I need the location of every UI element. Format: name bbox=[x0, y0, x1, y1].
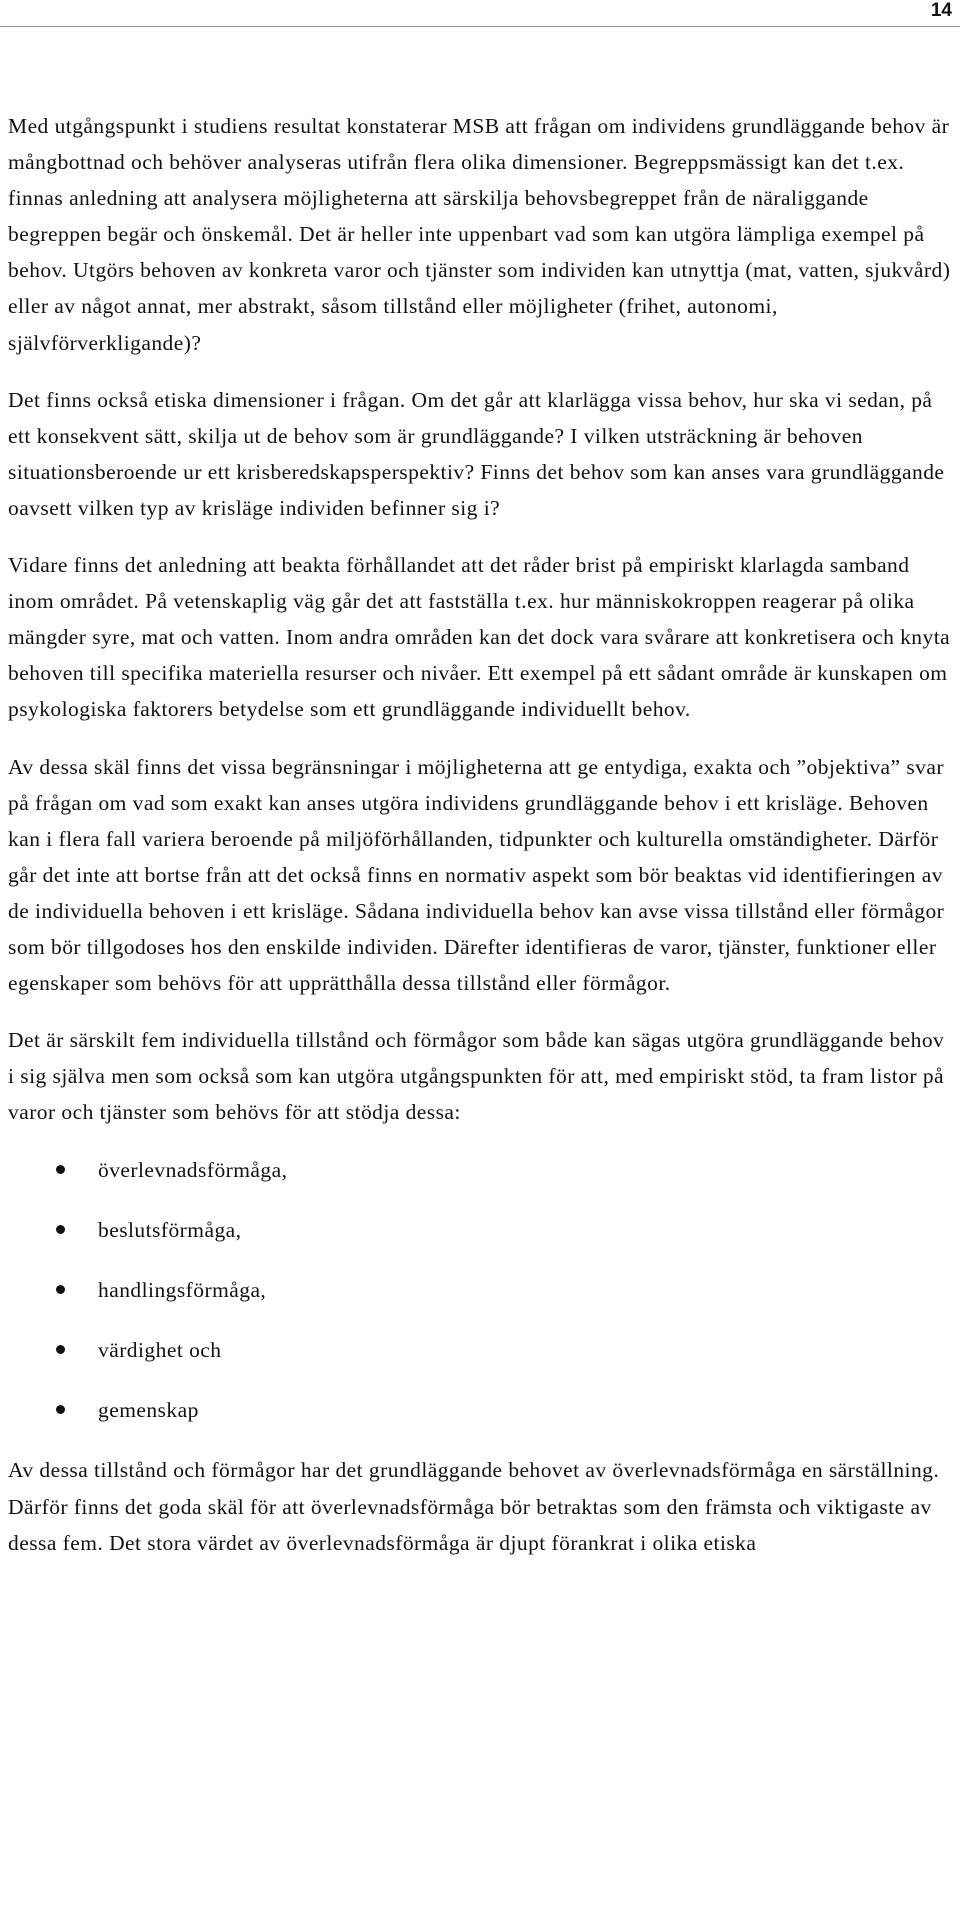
bullet-icon bbox=[56, 1225, 65, 1234]
paragraph-1: Med utgångspunkt i studiens resultat konstaterar MSB att frågan om individens grundläggande behov är mångbottnad och behöver analyseras utifrån flera olika dimensioner. Begreppsmässigt kan det t.ex. finnas anledning att analysera möjligheterna att särskilja behovsbegreppet från de näraliggande begreppen begär och önskemål. Det är heller inte uppenbart vad som kan utgöra lämpliga exempel på behov. Utgörs behoven av konkreta varor och tjänster som individen kan utnyttja (mat, vatten, sjukvård) eller av något annat, mer abstrakt, såsom tillstånd eller möjligheter (frihet, autonomi, självförverkligande)? bbox=[8, 114, 951, 355]
list-item-label: beslutsförmåga, bbox=[98, 1218, 242, 1243]
list-item-label: värdighet och bbox=[98, 1338, 222, 1363]
bullet-icon bbox=[56, 1345, 65, 1354]
paragraph-3: Vidare finns det anledning att beakta förhållandet att det råder brist på empiriskt klarlagda samband inom området. På vetenskaplig väg går det att fastställa t.ex. hur människokroppen reagerar på olika mängder syre, mat och vatten. Inom andra områden kan det dock vara svårare att konkretisera och knyta behoven till specifika materiella resurser och nivåer. Ett exempel på ett sådant område är kunskapen om psykologiska faktorers betydelse som ett grundläggande individuellt behov. bbox=[8, 553, 951, 722]
list-item bbox=[8, 1272, 952, 1332]
paragraph-5: Det är särskilt fem individuella tillstånd och förmågor som både kan sägas utgöra grundläggande behov i sig själva men som också som kan utgöra utgångspunkten för att, med empiriskt stöd, ta fram listor på varor och tjänster som behövs för att stödja dessa: bbox=[8, 1028, 945, 1125]
bullet-icon bbox=[56, 1285, 65, 1294]
bullet-icon bbox=[56, 1405, 65, 1414]
body-text bbox=[8, 108, 952, 1561]
list-item bbox=[8, 1152, 952, 1212]
list-item bbox=[8, 1332, 952, 1392]
paragraph-4: Av dessa skäl finns det vissa begränsningar i möjligheterna att ge entydiga, exakta och ”objektiva” svar på frågan om vad som exakt kan anses utgöra individens grundläggande behov i ett krisläge. Behoven kan i flera fall variera beroende på miljöförhållanden, tidpunkter och kulturella omständigheter. Därför går det inte att bortse från att det också finns en normativ aspekt som bör beaktas vid identifieringen av de individuella behoven i ett krisläge. Sådana individuella behov kan avse vissa tillstånd eller förmågor som bör tillgodoses hos den enskilde individen. Därefter identifieras de varor, tjänster, funktioner eller egenskaper som behövs för att upprätthålla dessa tillstånd eller förmågor. bbox=[8, 754, 945, 996]
list-item-label: gemenskap bbox=[98, 1398, 199, 1423]
page-number: 14 bbox=[930, 0, 952, 21]
list-item-label: handlingsförmåga, bbox=[98, 1278, 267, 1303]
capability-list bbox=[8, 1152, 952, 1452]
bullet-icon bbox=[56, 1165, 65, 1174]
list-item-label: överlevnadsförmåga, bbox=[98, 1158, 288, 1183]
list-item bbox=[8, 1212, 952, 1272]
paragraph-6: Av dessa tillstånd och förmågor har det grundläggande behovet av överlevnadsförmåga en särställning. Därför finns det goda skäl för att överlevnadsförmåga bör betraktas som den främsta och viktigaste av dessa fem. Det stora värdet av överlevnadsförmåga är djupt förankrat i olika etiska bbox=[8, 1458, 940, 1555]
header-rule bbox=[0, 26, 960, 27]
list-item bbox=[8, 1392, 952, 1452]
paragraph-2: Det finns också etiska dimensioner i frågan. Om det går att klarlägga vissa behov, hur ska vi sedan, på ett konsekvent sätt, skilja ut de behov som är grundläggande? I vilken utsträckning är behoven situationsberoende ur ett krisberedskapsperspektiv? Finns det behov som kan anses vara grundläggande oavsett vilken typ av krisläge individen befinner sig i? bbox=[8, 387, 945, 520]
